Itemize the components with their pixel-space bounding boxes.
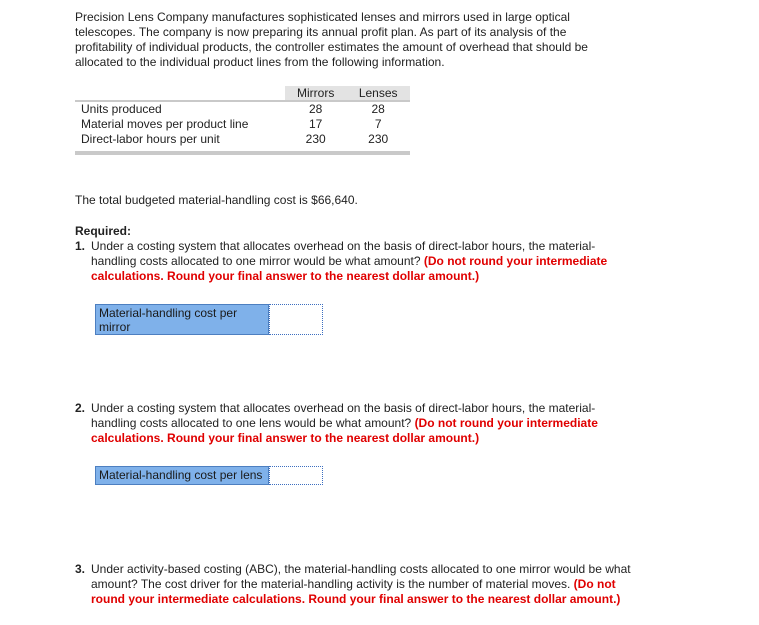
- required-label: Required:: [75, 224, 132, 238]
- table-header-blank: [75, 86, 285, 101]
- question-3-number: 3.: [75, 562, 86, 576]
- cell-lenses-dlh: 230: [368, 132, 389, 146]
- question-2-number: 2.: [75, 401, 86, 415]
- table-header-row: [75, 86, 410, 101]
- budget-text: The total budgeted material-handling cost is $66,640.: [75, 193, 358, 207]
- question-1-number: 1.: [75, 239, 86, 253]
- question-3: [75, 562, 635, 607]
- row-label-material-moves: Material moves per product line: [81, 117, 249, 131]
- cell-mirrors-moves: 17: [309, 117, 323, 131]
- cell-mirrors-dlh: 230: [305, 132, 326, 146]
- question-2: [75, 401, 635, 446]
- answer-row-mirror: [95, 304, 325, 334]
- table-row: [75, 117, 410, 132]
- overhead-data-table: [75, 86, 410, 147]
- table-bottom-rule: [75, 151, 410, 155]
- table-header-mirrors: Mirrors: [285, 86, 346, 101]
- table-row: [75, 101, 410, 117]
- question-3-text: Under activity-based costing (ABC), the material-handling costs allocated to one mirror would be what amount? The cost driver for the material-handling activity is the number of material moves.: [91, 562, 631, 591]
- cell-lenses-units: 28: [346, 101, 410, 117]
- question-3-instruction: (Do not round your intermediate calculations. Round your final answer to the nearest dollar amount.): [91, 577, 621, 606]
- cell-lenses-moves: 7: [374, 117, 382, 131]
- row-label-direct-labor-hours: Direct-labor hours per unit: [81, 132, 220, 146]
- question-2-instruction: (Do not round your intermediate calculations. Round your final answer to the nearest dollar amount.): [91, 416, 598, 445]
- question-1-text: Under a costing system that allocates overhead on the basis of direct-labor hours, the material-handling costs allocated to one mirror would be what amount?: [91, 239, 596, 268]
- table-row: [75, 132, 410, 147]
- question-1: [75, 239, 635, 284]
- answer-input-mirror[interactable]: [269, 304, 323, 335]
- cell-mirrors-units: 28: [285, 101, 346, 117]
- row-label-units-produced: Units produced: [75, 101, 285, 117]
- answer-label-mirror: Material-handling cost per mirror: [95, 304, 269, 335]
- answer-input-lens[interactable]: [269, 466, 323, 485]
- question-2-text: Under a costing system that allocates overhead on the basis of direct-labor hours, the material-handling costs allocated to one lens would be what amount?: [91, 401, 596, 430]
- answer-label-lens: Material-handling cost per lens: [95, 466, 269, 485]
- answer-row-lens: [95, 466, 325, 496]
- intro-paragraph: Precision Lens Company manufactures sophisticated lenses and mirrors used in large optical telescopes. The company is now preparing its annual profit plan. As part of its analysis of the profitability of individual products, the controller estimates the amount of overhead that should be allocated to the individual product lines from the following information.: [75, 10, 588, 69]
- table-header-lenses: Lenses: [346, 86, 410, 101]
- question-1-instruction: (Do not round your intermediate calculations. Round your final answer to the nearest dollar amount.): [91, 254, 608, 283]
